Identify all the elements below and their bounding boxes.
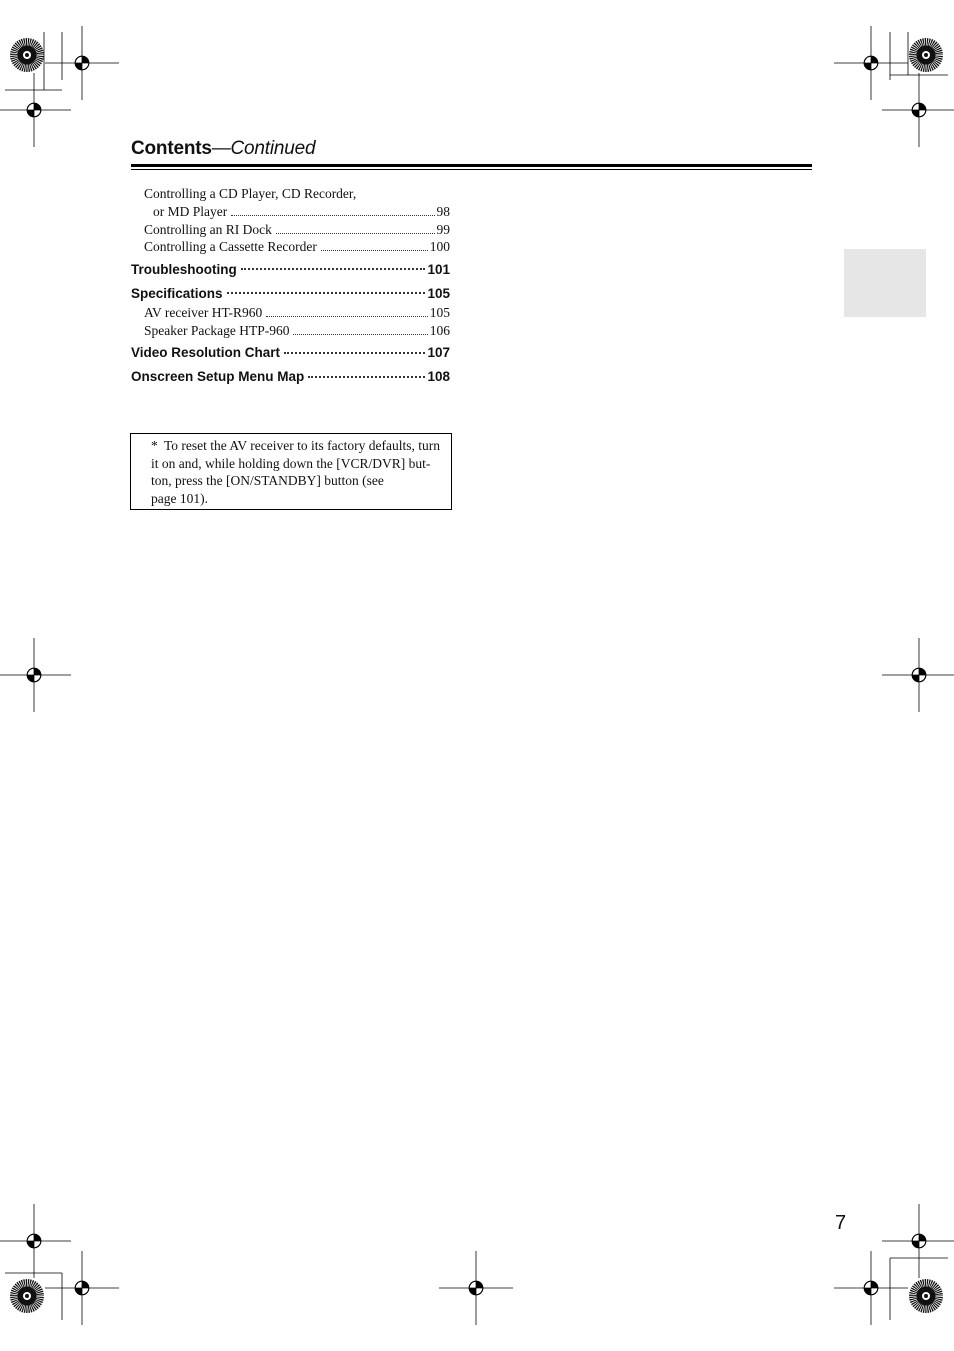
toc-entry-cassette[interactable]	[131, 239, 450, 257]
toc-page: 108	[427, 369, 450, 385]
toc-page: 105	[429, 305, 450, 321]
toc-label: Onscreen Setup Menu Map	[131, 369, 305, 385]
toc-entry-specifications[interactable]	[131, 281, 450, 305]
note-line-3: ton, press the [ON/STANDBY] button (see	[151, 473, 384, 489]
dot-leader	[321, 250, 428, 251]
dot-leader	[284, 352, 425, 354]
toc-label: Troubleshooting	[131, 261, 237, 277]
corner-marks-bottom	[0, 1204, 954, 1325]
toc-label: Speaker Package HTP-960	[144, 322, 290, 338]
toc-page: 100	[429, 239, 450, 255]
toc-entry-troubleshooting[interactable]	[131, 257, 450, 281]
toc-entry-cd-player[interactable]	[131, 204, 450, 222]
toc-entry-av-receiver[interactable]	[131, 305, 450, 323]
toc-label: Controlling a Cassette Recorder	[144, 239, 317, 255]
dot-leader	[266, 316, 428, 317]
toc-entry-cd-player-line1: Controlling a CD Player, CD Recorder,	[144, 186, 357, 201]
title-rule-thick	[131, 164, 812, 167]
dot-leader	[241, 268, 426, 270]
toc-page: 107	[427, 345, 450, 361]
note-line-4: page 101).	[151, 490, 208, 506]
toc-page: 98	[436, 203, 450, 219]
toc-entry-speaker-package[interactable]	[131, 323, 450, 341]
page-title-main: Contents	[131, 138, 212, 159]
toc-entry-video-resolution[interactable]	[131, 341, 450, 365]
dot-leader	[227, 292, 426, 294]
toc-label: Video Resolution Chart	[131, 345, 281, 361]
factory-reset-note	[130, 433, 452, 510]
dot-leader	[276, 233, 435, 234]
dot-leader	[293, 334, 427, 335]
section-tab	[844, 249, 926, 317]
table-of-contents	[131, 186, 450, 389]
toc-label: Specifications	[131, 285, 223, 301]
note-line-2: it on and, while holding down the [VCR/DVR] but-	[151, 455, 431, 471]
toc-entry-onscreen-menu[interactable]	[131, 365, 450, 389]
title-rule-thin	[131, 169, 812, 170]
dot-leader	[308, 376, 425, 378]
toc-label: AV receiver HT-R960	[144, 305, 263, 321]
toc-page: 106	[429, 322, 450, 338]
dot-leader	[231, 215, 434, 216]
page-title	[131, 138, 315, 160]
side-marks	[0, 638, 954, 712]
toc-page: 99	[436, 221, 450, 237]
page-number: 7	[835, 1212, 847, 1234]
page-title-continued: —Continued	[211, 138, 316, 159]
note-asterisk: *	[151, 438, 158, 453]
toc-page: 101	[427, 261, 450, 277]
toc-label: Controlling an RI Dock	[144, 221, 272, 237]
toc-entry-ri-dock[interactable]	[131, 222, 450, 240]
toc-page: 105	[427, 285, 450, 301]
corner-marks-top	[0, 26, 954, 147]
toc-label: or MD Player	[153, 203, 228, 219]
note-line-1: To reset the AV receiver to its factory defaults, turn	[164, 438, 440, 453]
